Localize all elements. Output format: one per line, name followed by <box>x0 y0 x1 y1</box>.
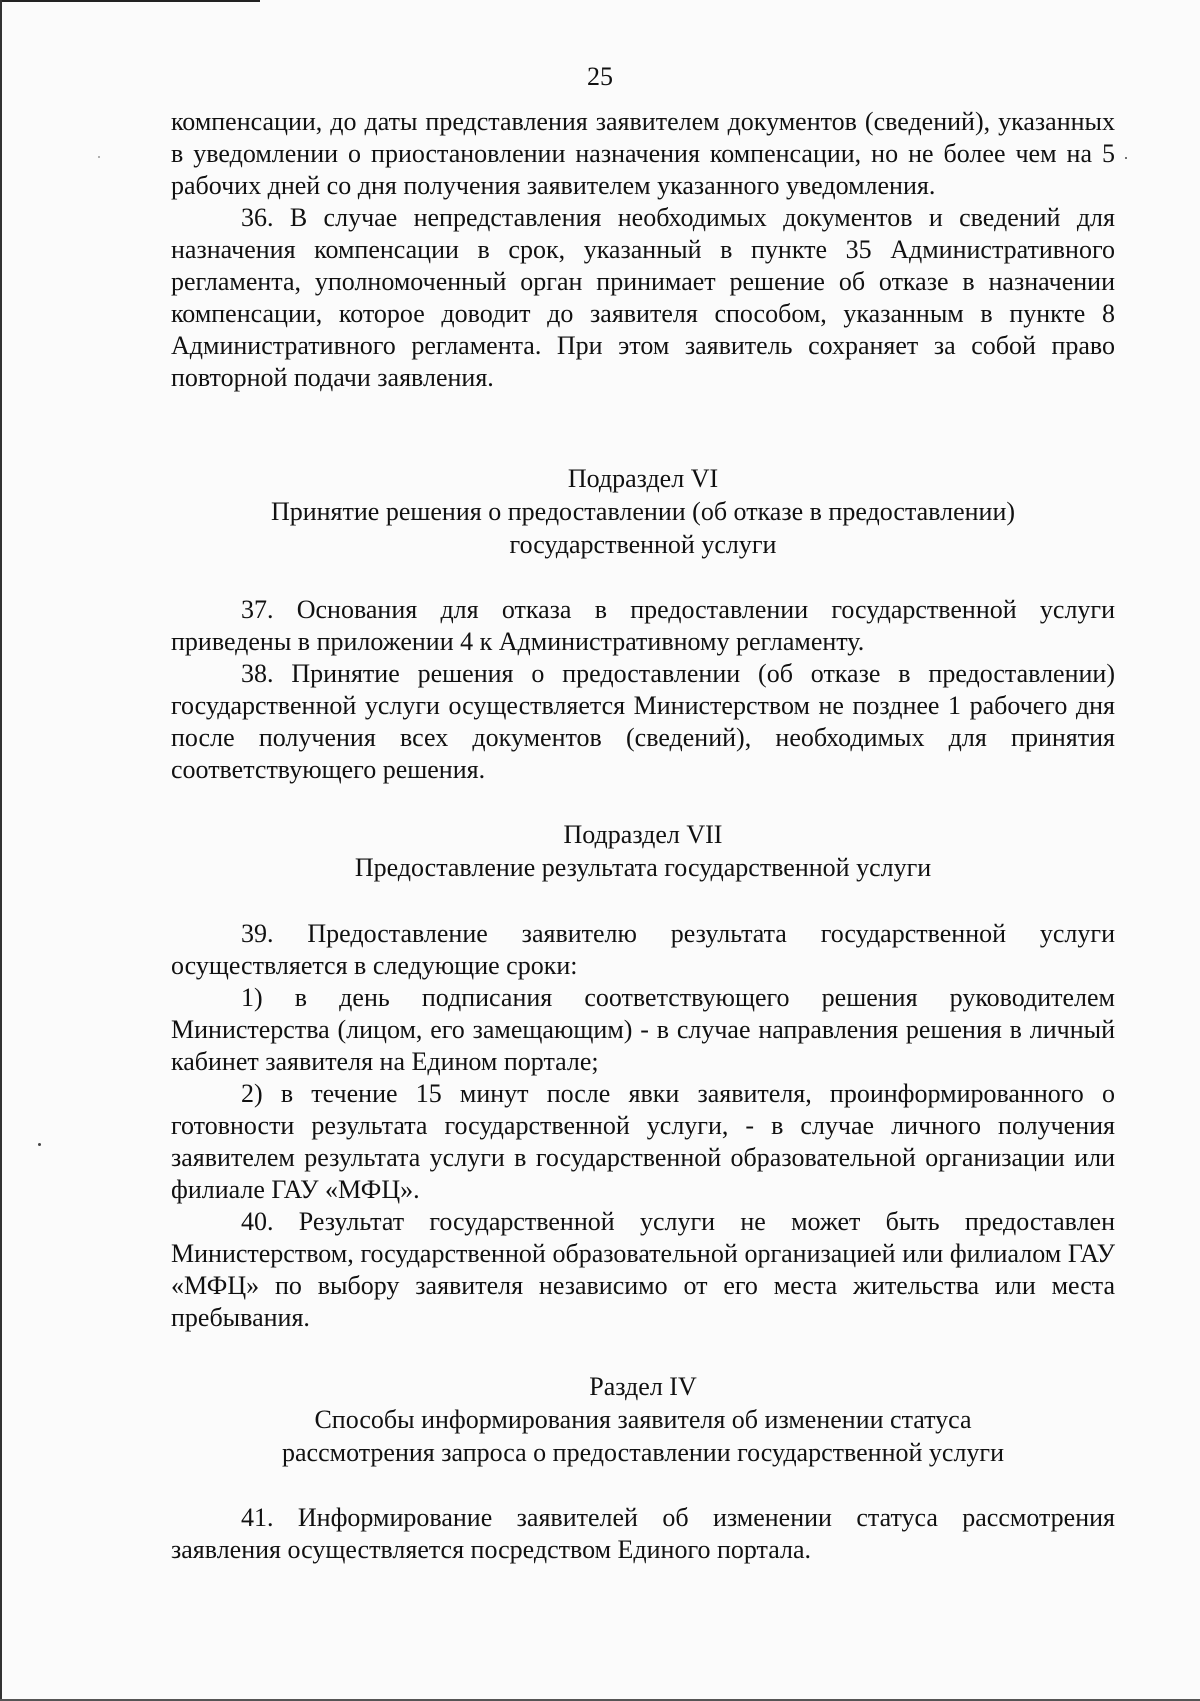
text-block-2 <box>171 594 1115 786</box>
paragraph-36: 36. В случае непредставления необходимых документов и сведений для назначения компенсации в срок, указанный в пункте 35 Административного регламента, уполномоченный орган принимает решение об отказе в назначении компенсации, которое доводит до заявителя способом, указанным в пункте 8 Административного регламента. При этом заявитель сохраняет за собой право повторной подачи заявления. <box>171 203 1115 392</box>
paragraph-40: 40. Результат государственной услуги не может быть предоставлен Министерством, государственной образовательной организацией или филиалом ГАУ «МФЦ» по выбору заявителя независимо от его места жительства или места пребывания. <box>171 1207 1115 1332</box>
scan-speck <box>98 156 100 158</box>
text-block-3 <box>171 918 1115 1334</box>
heading-title-line-1: Предоставление результата государственной услуги <box>354 853 932 882</box>
text-block-4 <box>171 1502 1115 1566</box>
paragraph-39: 39. Предоставление заявителю результата государственной услуги осуществляется в следующие сроки: <box>171 919 1115 980</box>
section-heading-iv <box>171 1370 1115 1469</box>
heading-label: Подраздел VII <box>563 820 723 849</box>
heading-title-line-2: государственной услуги <box>509 530 777 559</box>
heading-title-line-1: Принятие решения о предоставлении (об отказе в предоставлении) <box>270 497 1016 526</box>
scan-edge-top <box>0 0 260 2</box>
text-block-1 <box>171 106 1115 394</box>
paragraph-39-item-2: 2) в течение 15 минут после явки заявителя, проинформированного о готовности результата государственной услуги, - в случае личного получения заявителем результата услуги в государственной образовательной организации или филиале ГАУ «МФЦ». <box>171 1079 1115 1204</box>
scan-speck <box>1125 157 1127 159</box>
paragraph-39-item-1: 1) в день подписания соответствующего решения руководителем Министерства (лицом, его замещающим) - в случае направления решения в личный кабинет заявителя на Едином портале; <box>171 983 1115 1076</box>
paragraph-continuation: компенсации, до даты представления заявителем документов (сведений), указанных в уведомлении о приостановлении назначения компенсации, но не более чем на 5 рабочих дней со дня получения заявителем указанного уведомления. <box>171 107 1115 200</box>
paragraph-38: 38. Принятие решения о предоставлении (об отказе в предоставлении) государственной услуги осуществляется Министерством не позднее 1 рабочего дня после получения всех документов (сведений), необходимых для принятия соответствующего решения. <box>171 659 1115 784</box>
heading-title-line-2: рассмотрения запроса о предоставлении государственной услуги <box>282 1438 1004 1467</box>
section-heading-vii <box>171 818 1115 884</box>
section-heading-vi <box>171 462 1115 561</box>
page-number: 25 <box>587 62 613 91</box>
paragraph-37: 37. Основания для отказа в предоставлении государственной услуги приведены в приложении 4 к Административному регламенту. <box>171 595 1115 656</box>
scan-edge-left <box>0 0 2 1701</box>
scan-speck <box>38 1143 41 1146</box>
paragraph-41: 41. Информирование заявителей об изменении статуса рассмотрения заявления осуществляется посредством Единого портала. <box>171 1503 1115 1564</box>
heading-title-line-1: Способы информирования заявителя об изменении статуса <box>314 1405 972 1434</box>
heading-label: Подраздел VI <box>567 464 719 493</box>
heading-label: Раздел IV <box>589 1372 697 1401</box>
